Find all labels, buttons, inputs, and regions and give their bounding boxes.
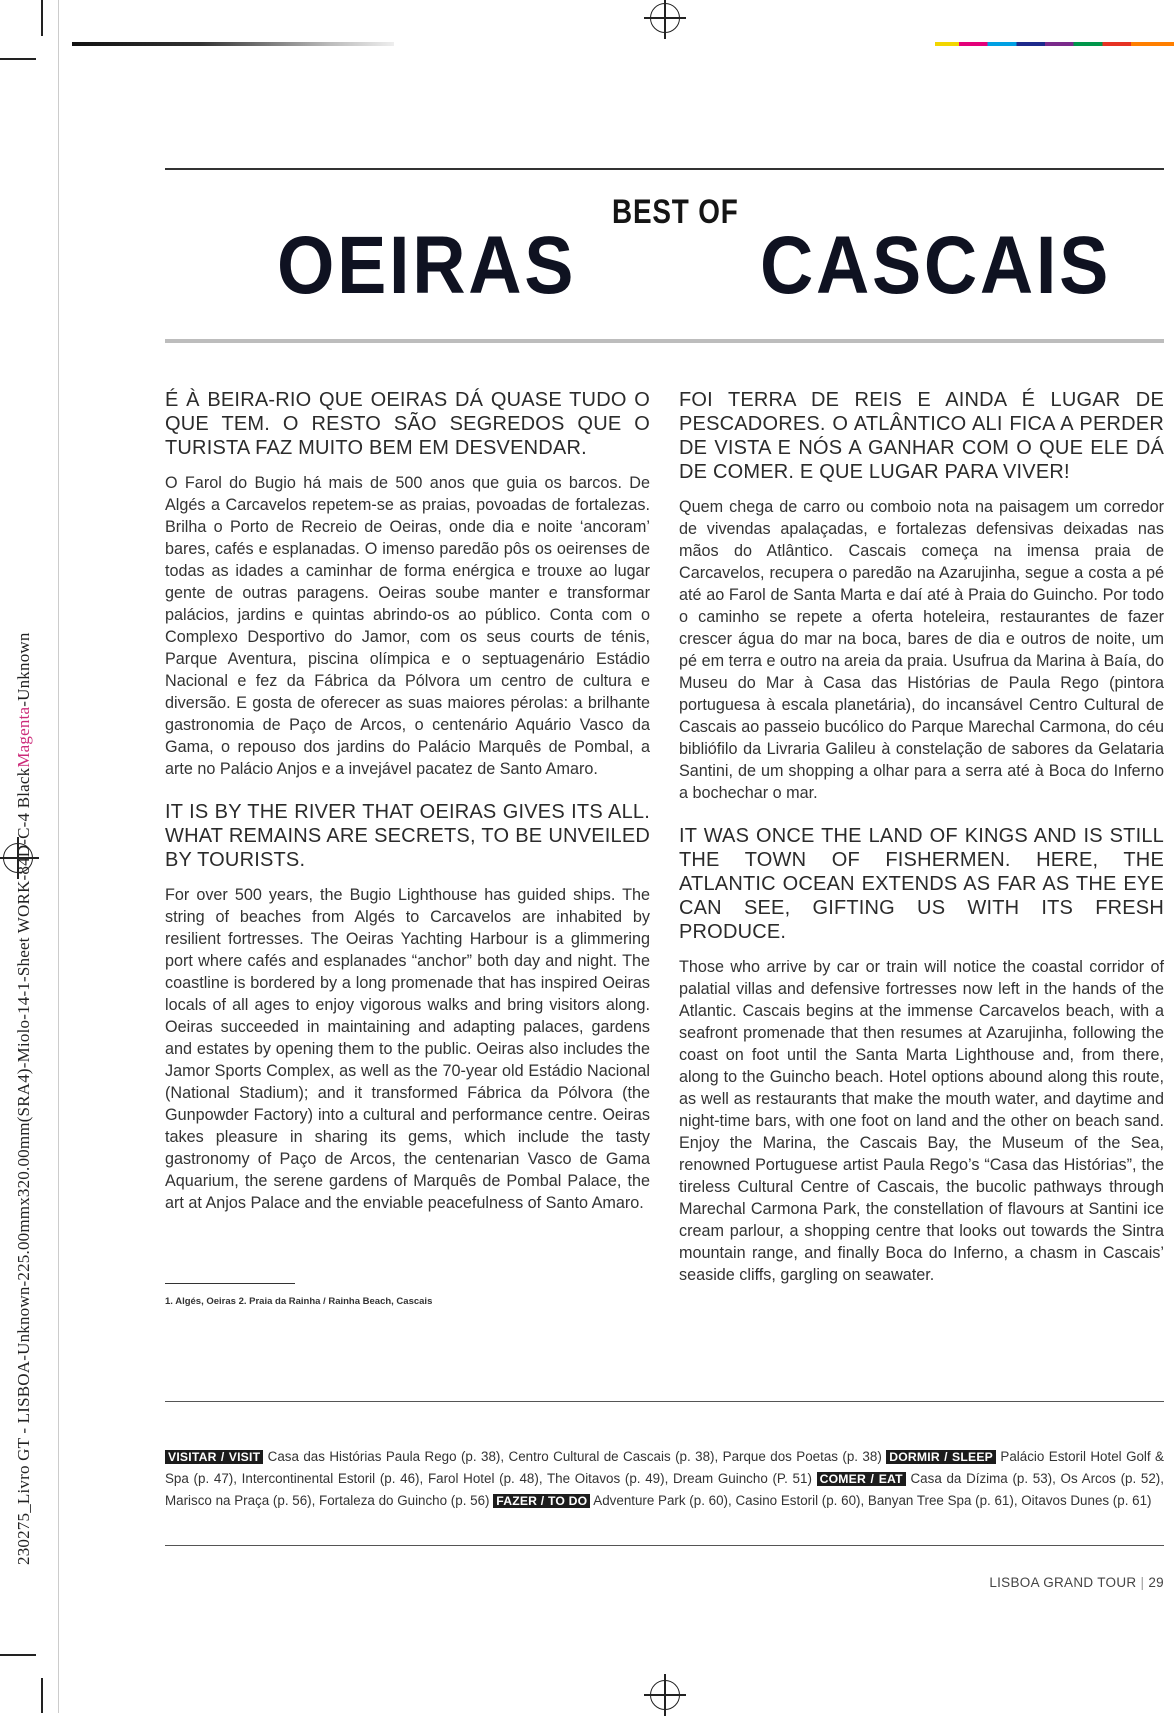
listings-bottom-rule (165, 1545, 1164, 1546)
page-footer (989, 1575, 1164, 1590)
registration-mark-bottom (650, 1680, 680, 1710)
grayscale-bar (72, 42, 394, 46)
printer-slug: 230275_Livro GT - LISBOA-Unknown-225.00mmx320.00mm(SRA4)-Miolo-14-1-Sheet WORK-84D-C-4 BlackMagenta-Unknown (14, 632, 33, 1565)
crop-mark-top-left-v (41, 0, 43, 36)
header-top-rule (165, 168, 1164, 170)
listings (165, 1446, 1164, 1512)
lead-en-oeiras: IT IS BY THE RIVER THAT OEIRAS GIVES ITS ALL. WHAT REMAINS ARE SECRETS, TO BE UNVEILED BY TOURISTS. (165, 801, 650, 871)
eat-tag: COMER / EAT (817, 1472, 906, 1486)
kicker: BEST OF (612, 193, 739, 231)
body-pt-oeiras: O Farol do Bugio há mais de 500 anos que guia os barcos. De Algés a Carcavelos repetem-se as praias, povoadas de fortalezas. Brilha o Porto de Recreio de Oeiras, onde dia e noite ‘ancoram’ bares, cafés e esplanadas. O imenso paredão pôs os oeirenses de todas as idades a caminhar de forma enérgica e trouxe ao lugar gente de outras paragens. Oeiras soube manter e transformar palácios, jardins e quintas abrindo-os ao público. Conta com o Complexo Desportivo do Jamor, com os seus courts de ténis, Parque Aventura, piscina olímpica e o septuagenário Estádio Nacional e fez da Fábrica da Pólvora um centro de cultura e diversão. E gosta de oferecer as suas maiores pérolas: a brilhante gastronomia de Paço de Arcos, o centenário Aquário Vasco da Gama, o repouso dos jardins do Palácio Marquês de Pombal, a arte no Palácio Anjos e a invejável pacatez de Santo Amaro. (165, 474, 650, 778)
right-column (679, 388, 1164, 1306)
visit-tag: VISITAR / VISIT (165, 1450, 263, 1464)
footer-separator: | (1136, 1575, 1149, 1590)
header-bottom-rule (165, 339, 1164, 343)
left-column (165, 388, 650, 1234)
body-pt-cascais: Quem chega de carro ou comboio nota na paisagem um corredor de vivendas apalaçadas, e fortalezas defensivas deixadas nas mãos do Atlântico. Cascais começa na imensa praia de Carcavelos, recupera o paredão na Azarujinha, segue a costa a pé até ao Farol de Santa Marta e daí até à Praia do Guincho. Por todo o caminho se repete a oferta hoteleira, restaurantes de fazer crescer água do mar na boca, bares de dia e outros de noite, um pé em terra e outro na areia da praia. Usufrua da Marina à Baía, do Museu do Mar à Casa das Histórias de Paula Rego (pintora portuguesa à escala planetária), do incansável Centro Cultural de Cascais ao passeio bucólico do Parque Marechal Carmona, do céu bibliófilo da Livraria Galileu à constelação de sabores da Gelataria Santini, de um shopping a olhar para a serra até à Boca do Inferno a bochechar o mar. (679, 498, 1164, 802)
sleep-tag: DORMIR / SLEEP (886, 1450, 996, 1464)
lead-pt-cascais: FOI TERRA DE REIS E AINDA É LUGAR DE PESCADORES. O ATLÂNTICO ALI FICA A PERDER DE VISTA E NÓS A GANHAR COM O QUE ELE DÁ DE COMER. E QUE LUGAR PARA VIVER! (679, 389, 1164, 483)
lead-pt-oeiras: É À BEIRA-RIO QUE OEIRAS DÁ QUASE TUDO O QUE TEM. O RESTO SÃO SEGREDOS QUE O TURISTA FAZ MUITO BEM EM DESVENDAR. (165, 389, 650, 459)
visit-text: Casa das Histórias Paula Rego (p. 38), Centro Cultural de Cascais (p. 38), Parque dos Poetas (p. 38) (263, 1449, 887, 1464)
page-edge-line (58, 0, 59, 1713)
do-tag: FAZER / TO DO (493, 1494, 590, 1508)
registration-mark-top (650, 3, 680, 33)
body-en-cascais: Those who arrive by car or train will notice the coastal corridor of palatial villas and defensive fortresses now left in the hands of the Atlantic. Cascais begins at the immense Carcavelos beach, with a seafront promenade that then resumes at Azarujinha, following the coast on foot until the Santa Marta Lighthouse and, from there, along to the Guincho beach. Hotel options abound along this route, as well as restaurants that make the mouth water, and daytime and night-time bars, with one foot on land and the other on beach sand. Enjoy the Marina, the Cascais Bay, the Museum of the Sea, renowned Portuguese artist Paula Rego’s “Casa das Histórias”, the tireless Cultural Centre of Cascais, the bucolic pathways through Marechal Carmona Park, the constellation of flavours at Santini ice cream parlour, a shopping centre that looks out towards the Sintra mountain range, and finally Boca do Inferno, a chasm in Cascais’ seaside cliffs, gargling on seawater. (679, 958, 1164, 1284)
body-en-oeiras: For over 500 years, the Bugio Lighthouse has guided ships. The string of beaches from Algés to Carcavelos are inhabited by resilient fortresses. The Oeiras Yachting Harbour is a glimmering port where cafés and esplanades “anchor” both day and night. The coastline is bordered by a long promenade that has inspired Oeiras locals of all ages to enjoy vigorous walks and bring visitors along. Oeiras succeeded in maintaining and adapting palaces, gardens and estates by opening them to the public. Oeiras also includes the Jamor Sports Complex, as well as the 70-year old Estádio Nacional (National Stadium); and it transformed Fábrica da Pólvora (the Gunpowder Factory) into a cultural and performance centre. Oeiras takes pleasure in sharing its gems, which include the tasty gastronomy of Paço de Arcos, the centenarian Vasco de Gama Aquarium, the serene gardens of Marquês de Pombal Palace, the art at Anjos Palace and the enviable peacefulness of Santo Amaro. (165, 886, 650, 1212)
page-number: 29 (1148, 1575, 1164, 1590)
crop-mark-top-left-h (0, 58, 36, 60)
footnote: 1. Algés, Oeiras 2. Praia da Rainha / Rainha Beach, Cascais (165, 1296, 433, 1307)
crop-mark-bottom-left-h (0, 1654, 36, 1656)
sleep-text: Palácio Estoril Hotel Golf & Spa (p. 47), Intercontinental Estoril (p. 46), Farol Hotel (p. 48), The Oitavos (p. 49), Dream Guincho (P. 51) (165, 1449, 1164, 1486)
publication-name: LISBOA GRAND TOUR (989, 1575, 1137, 1590)
color-bar (935, 42, 1174, 46)
title-oeiras: OEIRAS (277, 220, 577, 311)
eat-text: Casa da Dízima (p. 53), Os Arcos (p. 52), Marisco na Praça (p. 56), Fortaleza do Guincho (p. 56) (165, 1471, 1164, 1508)
title-cascais: CASCAIS (760, 220, 1112, 311)
crop-mark-bottom-left-v (41, 1678, 43, 1713)
listings-top-rule (165, 1401, 1164, 1402)
do-text: Adventure Park (p. 60), Casino Estoril (p. 60), Banyan Tree Spa (p. 61), Oitavos Dunes (p. 61) (590, 1493, 1152, 1508)
footnote-rule (165, 1283, 295, 1284)
lead-en-cascais: IT WAS ONCE THE LAND OF KINGS AND IS STILL THE TOWN OF FISHERMEN. HERE, THE ATLANTIC OCEAN EXTENDS AS FAR AS THE EYE CAN SEE, GIFTING US WITH ITS FRESH PRODUCE. (679, 825, 1164, 943)
